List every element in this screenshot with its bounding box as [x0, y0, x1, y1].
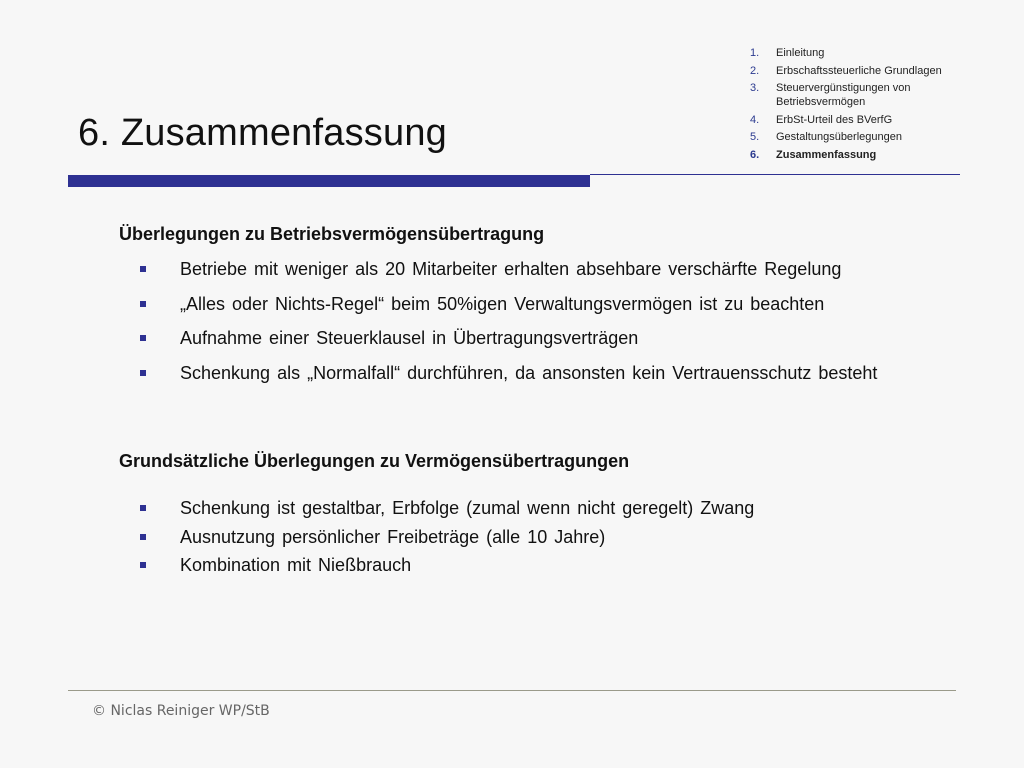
toc-item-active — [750, 148, 966, 162]
bullet-square-icon — [140, 266, 146, 272]
bullet-square-icon — [140, 505, 146, 511]
list-item — [140, 328, 877, 349]
bullet-square-icon — [140, 335, 146, 341]
section-heading-vermoegen: Grundsätzliche Überlegungen zu Vermögensübertragungen — [119, 451, 630, 471]
toc-label: Gestaltungsüberlegungen — [776, 131, 902, 143]
list-item — [140, 555, 754, 576]
toc-item — [750, 130, 966, 144]
footer-divider — [68, 690, 956, 691]
toc-label: Steuervergünstigungen von Betriebsvermögen — [776, 82, 911, 108]
bullet-list-vermoegen — [140, 498, 754, 576]
slide-title: 6. Zusammenfassung — [78, 112, 447, 154]
list-item-text: Schenkung als „Normalfall“ durchführen, da ansonsten kein Vertrauensschutz besteht — [180, 362, 878, 383]
toc-number: 2. — [750, 64, 760, 77]
toc-label: Zusammenfassung — [776, 148, 877, 161]
title-divider-line — [590, 174, 960, 175]
list-item-text: Ausnutzung persönlicher Freibeträge (alle 10 Jahre) — [180, 526, 606, 547]
section-heading-betriebsvermoegen: Überlegungen zu Betriebsvermögensübertragung — [119, 224, 545, 244]
list-item-text: Schenkung ist gestaltbar, Erbfolge (zumal wenn nicht geregelt) Zwang — [180, 498, 755, 518]
toc-number: 4. — [750, 113, 760, 126]
bullet-square-icon — [140, 534, 146, 540]
toc-number: 6. — [750, 148, 760, 161]
toc-item — [750, 81, 966, 109]
bullet-square-icon — [140, 370, 146, 376]
list-item — [140, 363, 877, 384]
toc-number: 5. — [750, 131, 760, 143]
title-divider-bar — [68, 175, 590, 187]
bullet-list-betriebsvermoegen — [140, 259, 877, 384]
list-item — [140, 527, 754, 548]
footer-copyright: © Niclas Reiniger WP/StB — [92, 703, 270, 719]
bullet-square-icon — [140, 301, 146, 307]
list-item-text: Aufnahme einer Steuerklausel in Übertragungsverträgen — [180, 328, 639, 348]
toc-number: 1. — [750, 47, 760, 59]
toc-label: ErbSt-Urteil des BVerfG — [776, 113, 893, 126]
list-item — [140, 259, 877, 280]
toc-item — [750, 46, 966, 60]
bullet-square-icon — [140, 562, 146, 568]
toc-label: Einleitung — [776, 47, 825, 59]
toc-label: Erbschaftssteuerliche Grundlagen — [776, 64, 942, 77]
toc-item — [750, 64, 966, 78]
list-item — [140, 294, 877, 315]
list-item-text: „Alles oder Nichts-Regel“ beim 50%igen Verwaltungsvermögen ist zu beachten — [180, 293, 825, 314]
list-item-text: Kombination mit Nießbrauch — [180, 555, 412, 575]
list-item — [140, 498, 754, 519]
table-of-contents — [750, 46, 966, 165]
toc-number: 3. — [750, 82, 760, 94]
toc-item — [750, 113, 966, 127]
list-item-text: Betriebe mit weniger als 20 Mitarbeiter erhalten absehbare verschärfte Regelung — [180, 259, 842, 279]
